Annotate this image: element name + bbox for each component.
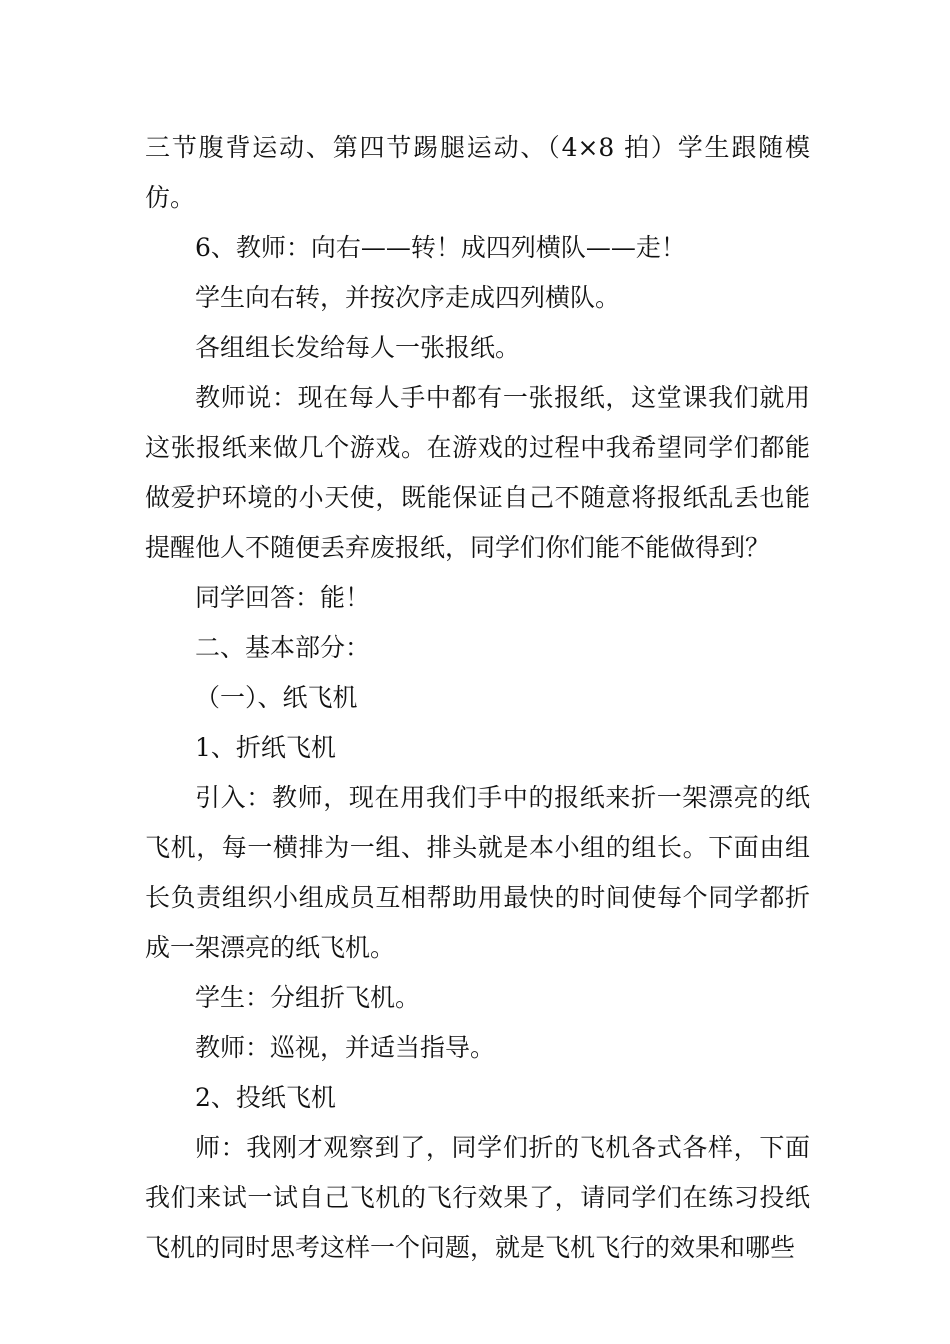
paragraph-1: 三节腹背运动、第四节踢腿运动、（4×8 拍）学生跟随模仿。 bbox=[145, 133, 810, 212]
paragraph-12: 教师：巡视，并适当指导。 bbox=[195, 1033, 496, 1062]
section-heading-basic: 二、基本部分： bbox=[195, 633, 371, 662]
document-body bbox=[145, 123, 810, 1273]
paragraph-14: 师：我刚才观察到了，同学们折的飞机各式各样，下面我们来试一试自己飞机的飞行效果了，请同学们在练习投纸飞机的同时思考这样一个问题，就是飞机飞行的效果和哪些 bbox=[145, 1133, 810, 1262]
paragraph-5: 教师说：现在每人手中都有一张报纸，这堂课我们就用这张报纸来做几个游戏。在游戏的过程中我希望同学们都能做爱护环境的小天使，既能保证自己不随意将报纸乱丢也能提醒他人不随便丢弃废报纸，同学们你们能不能做得到？ bbox=[145, 383, 810, 562]
paragraph-3: 学生向右转，并按次序走成四列横队。 bbox=[195, 283, 621, 312]
step-heading-fold: 1、折纸飞机 bbox=[195, 733, 336, 762]
paragraph-6: 同学回答：能！ bbox=[195, 583, 371, 612]
paragraph-10: 引入：教师，现在用我们手中的报纸来折一架漂亮的纸飞机，每一横排为一组、排头就是本小组的组长。下面由组长负责组织小组成员互相帮助用最快的时间使每个同学都折成一架漂亮的纸飞机。 bbox=[145, 783, 810, 962]
paragraph-4: 各组组长发给每人一张报纸。 bbox=[195, 333, 521, 362]
step-heading-throw: 2、投纸飞机 bbox=[195, 1083, 336, 1112]
paragraph-11: 学生：分组折飞机。 bbox=[195, 983, 421, 1012]
paragraph-2: 6、教师：向右——转！成四列横队——走！ bbox=[195, 233, 686, 262]
subsection-heading-paper-plane: （一）、纸飞机 bbox=[195, 683, 358, 712]
